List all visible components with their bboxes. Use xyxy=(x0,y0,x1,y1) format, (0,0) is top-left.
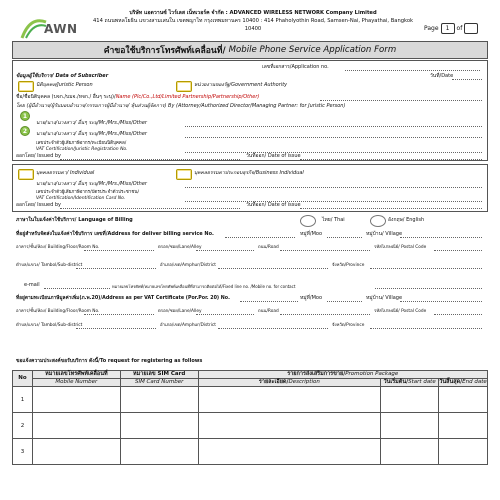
fixed-line-field[interactable] xyxy=(375,288,482,289)
row-number: 1 xyxy=(13,387,33,413)
tambol-label: ตำบล/แขวง/ Tambol/Sub-district xyxy=(16,263,83,268)
province-label: จังหวัด/Province xyxy=(332,263,365,268)
mobile-number-cell[interactable] xyxy=(32,439,120,465)
table-header-row-2 xyxy=(13,379,488,387)
building-label: อาคาร/ชั้น/ห้อง/ Building/Floor/Room No. xyxy=(16,245,100,250)
vat-building-label: อาคาร/ชั้น/ห้อง/ Building/Floor/Room No. xyxy=(16,309,100,314)
company-name: บริษัท แอดวานซ์ ไวร์เลส เน็ทเวอร์ค จำกัด : ADVANCED WIRELESS NETWORK Company Limited xyxy=(129,10,377,16)
person-2-label: นาย/นาง/นางสาว/ อื่นๆ ระบุ/Mr./Mrs./Miss/Other xyxy=(36,131,147,137)
vat-village-field[interactable] xyxy=(400,301,482,302)
end-date-cell[interactable] xyxy=(439,413,488,439)
vat-cert-label-en: VAT Certification/Juristic Registration No. xyxy=(36,147,128,152)
government-checkbox[interactable] xyxy=(176,81,192,92)
sim-number-cell[interactable] xyxy=(120,387,198,413)
soi-label: ตรอก/ซอย/Lane/Alley xyxy=(158,245,202,250)
company-address: 414 ถนนพหลโยธิน แขวงสามเสนใน เขตพญาไท กรุงเทพมหานคร 10400 : 414 Phaholyothin Road, Samsen-Nai, Phayathai, Bangkok 10400 xyxy=(92,18,414,32)
page-label: Page xyxy=(424,25,439,32)
table-row xyxy=(13,387,488,413)
road-field[interactable] xyxy=(280,250,370,251)
vat-postal-field[interactable] xyxy=(434,314,482,315)
table-row xyxy=(13,439,488,465)
mobile-number-cell[interactable] xyxy=(32,413,120,439)
page-indicator xyxy=(424,23,478,34)
vat-amphur-label: อำเภอ/เขต/Amphur/District xyxy=(160,323,216,328)
thai-language-radio[interactable] xyxy=(300,215,316,227)
form-title-english: Mobile Phone Service Application Form xyxy=(228,45,397,55)
form-title-thai: คำขอใช้บริการโทรศัพท์เคลื่อนที่/ xyxy=(103,46,226,56)
table-row xyxy=(13,413,488,439)
vat-address-field[interactable] xyxy=(240,301,298,302)
company-name-field[interactable] xyxy=(320,100,482,101)
village-field[interactable] xyxy=(400,237,482,238)
person-1-label: นาย/นาง/นางสาว/ อื่นๆ ระบุ/Mr./Mrs./Miss/Other xyxy=(36,120,147,126)
vat-tambol-label: ตำบล/แขวง/ Tambol/Sub-district xyxy=(16,323,83,328)
promo-header-th: รายการส่งเสริมการขาย/ xyxy=(287,371,346,377)
business-individual-checkbox[interactable] xyxy=(176,169,192,180)
col-sim-header-th: หมายเลข SIM Card xyxy=(120,371,198,379)
issued-by-field[interactable] xyxy=(60,159,240,160)
row-number: 2 xyxy=(13,413,33,439)
juristic-checkbox[interactable] xyxy=(18,81,34,92)
fixed-line-label: หมายเลขโทรศัพท์/หมายเลขโทรศัพท์เคลื่อนที่ที่สามารถติดต่อได้/Fixed line no. /Mobile no. for contact xyxy=(112,284,296,289)
service-table xyxy=(12,370,488,465)
mobile-number-cell[interactable] xyxy=(32,387,120,413)
person-2-marker: 2 xyxy=(20,126,30,136)
vat-amphur-field[interactable] xyxy=(218,328,328,329)
description-cell[interactable] xyxy=(198,387,381,413)
application-no-field[interactable] xyxy=(345,70,480,71)
soi-field[interactable] xyxy=(196,250,254,251)
end-header-th: วันสิ้นสุด/ xyxy=(439,379,463,385)
subscriber-section-label: ข้อมูลผู้ใช้บริการ/ Data of Subscriber xyxy=(16,73,109,79)
amphur-label: อำเภอ/เขต/Amphur/District xyxy=(160,263,216,268)
postal-label: รหัสไปรษณีย์/ Postal Code xyxy=(374,245,427,250)
issued-by-label: ออกโดย/ Issued by xyxy=(16,153,61,159)
individual-id-label-en: VAT Certification/Identification Card No. xyxy=(36,196,126,201)
col-sim-header-en: SIM Card Number xyxy=(120,379,198,387)
building-field[interactable] xyxy=(84,250,154,251)
end-date-cell[interactable] xyxy=(439,439,488,465)
table-header-row-1 xyxy=(13,371,488,379)
start-header-en: Start date xyxy=(408,379,436,385)
vat-moo-label: หมู่ที่/Moo xyxy=(300,295,323,301)
english-language-radio[interactable] xyxy=(370,215,386,227)
vat-soi-label: ตรอก/ซอย/Lane/Alley xyxy=(158,309,202,314)
end-header-en: End date xyxy=(462,379,487,385)
description-cell[interactable] xyxy=(198,439,381,465)
desc-header-en: Description xyxy=(288,379,320,385)
page-of-label: of xyxy=(456,25,463,32)
government-label: หน่วยงานของรัฐ/Government Authority xyxy=(194,82,288,88)
end-date-cell[interactable] xyxy=(439,387,488,413)
vat-building-field[interactable] xyxy=(84,314,154,315)
road-label: ถนน/Road xyxy=(258,245,279,250)
province-field[interactable] xyxy=(370,268,482,269)
village-label: หมู่บ้าน/ Village xyxy=(366,231,403,237)
col-end-date-header xyxy=(439,379,488,387)
moo-label: หมู่ที่/Moo xyxy=(300,231,323,237)
date-field[interactable] xyxy=(452,79,482,80)
individual-issued-by-field[interactable] xyxy=(60,208,240,209)
company-info xyxy=(88,9,418,33)
col-no-header: No xyxy=(13,371,33,387)
vat-road-field[interactable] xyxy=(280,314,370,315)
moo-field[interactable] xyxy=(327,237,362,238)
individual-id-label-th: เลขประจำตัวผู้เสียภาษีอากร/บัตรประจำตัวประชาชน/ xyxy=(36,190,139,195)
request-label: ขอแจ้งความประสงค์ขอรับบริการ ดังนี้/To request for registering as follows xyxy=(16,358,203,364)
form-title-bar xyxy=(12,41,488,59)
vat-cert-label-th: เลขประจำตัวผู้เสียภาษีอากร/ทะเบียนนิติบุคคล/ xyxy=(36,141,127,146)
individual-label: บุคคลธรรมดา/ Individual xyxy=(36,170,95,176)
start-date-cell[interactable] xyxy=(381,387,439,413)
vat-soi-field[interactable] xyxy=(196,314,254,315)
english-language-label: อังกฤษ/ English xyxy=(388,217,425,223)
vat-province-label: จังหวัด/Province xyxy=(332,323,365,328)
col-mobile-header-th: หมายเลขโทรศัพท์เคลื่อนที่ xyxy=(32,371,120,379)
billing-language-label: ภาษาในใบแจ้งค่าใช้บริการ/ Language of Billing xyxy=(16,217,133,223)
sim-number-cell[interactable] xyxy=(120,439,198,465)
amphur-field[interactable] xyxy=(218,268,328,269)
individual-date-of-issue-label: วันที่ออก/ Date of issue xyxy=(246,202,301,208)
description-cell[interactable] xyxy=(198,413,381,439)
vat-province-field[interactable] xyxy=(370,328,482,329)
start-date-cell[interactable] xyxy=(381,439,439,465)
individual-issued-by-label: ออกโดย/ Issued by xyxy=(16,202,61,208)
person-2-field[interactable] xyxy=(185,137,482,138)
individual-id-field[interactable] xyxy=(185,201,482,202)
person-1-marker: 1 xyxy=(20,111,30,121)
page-total-field[interactable] xyxy=(464,23,478,34)
individual-name-label: นาย/นาง/นางสาว/ อื่นๆ ระบุ/Mr./Mrs./Miss/Other xyxy=(36,181,147,187)
start-header-th: วันเริ่มต้น/ xyxy=(383,379,409,385)
business-individual-label: บุคคลธรรมดาประกอบธุรกิจ/Business Individual xyxy=(194,170,304,176)
juristic-label: นิติบุคคล/Juristic Person xyxy=(36,82,93,88)
application-no-label: เลขที่เอกสาร/Application no. xyxy=(262,64,329,70)
tambol-field[interactable] xyxy=(76,268,156,269)
person-1-field[interactable] xyxy=(185,126,482,127)
col-description-header xyxy=(198,379,381,387)
col-start-date-header xyxy=(381,379,439,387)
individual-date-of-issue-field[interactable] xyxy=(300,208,482,209)
thai-language-label: ไทย/ Thai xyxy=(322,217,345,223)
individual-name-field[interactable] xyxy=(185,187,482,188)
sim-number-cell[interactable] xyxy=(120,413,198,439)
postal-field[interactable] xyxy=(434,250,482,251)
desc-header-th: รายละเอียด/ xyxy=(258,379,289,385)
company-name-label-en: Name (Plc/Co.,Ltd/Limited Partnership/Partnership/Other) xyxy=(115,94,260,100)
vat-moo-field[interactable] xyxy=(327,301,362,302)
date-of-issue-label: วันที่ออก/ Date of issue xyxy=(246,153,301,159)
date-label: วันที่/Date xyxy=(430,73,454,79)
date-of-issue-field[interactable] xyxy=(300,159,482,160)
logo-text: AWN xyxy=(44,22,78,36)
vat-road-label: ถนน/Road xyxy=(258,309,279,314)
col-mobile-header-en: Mobile Number xyxy=(32,379,120,387)
row-number: 3 xyxy=(13,439,33,465)
vat-village-label: หมู่บ้าน/ Village xyxy=(366,295,403,301)
authorized-by-label: โดย (ผู้มีอำนาจ/ผู้รับมอบอำนาจ/กรรมการผู้มีอำนาจ/ หุ้นส่วนผู้จัดการ) By (Attorney/Authorized Director/Managing Partner: for Juristic Person) xyxy=(16,103,346,109)
company-name-label-th: ชื่อ/ชื่อนิติบุคคล (บจก./บมจ./หจก./ อื่นๆ ระบุ)/ xyxy=(16,94,116,100)
company-name-label xyxy=(16,94,259,101)
delivery-address-label: ที่อยู่สำหรับจัดส่งใบแจ้งค่าใช้บริการ เลขที่/Address for deliver billing service No. xyxy=(16,231,214,237)
page-number-field[interactable]: 1 xyxy=(441,23,455,34)
vat-address-label: ที่อยู่ตามทะเบียนภาษีมูลค่าเพิ่ม(ภ.พ.20)/Address as per VAT Certificate (Por.Por. 20) No. xyxy=(16,296,230,301)
vat-cert-field[interactable] xyxy=(185,152,482,153)
vat-tambol-field[interactable] xyxy=(76,328,156,329)
email-label: e-mail xyxy=(24,282,40,288)
col-promo-header xyxy=(198,371,487,379)
vat-postal-label: รหัสไปรษณีย์/ Postal Code xyxy=(374,309,427,314)
start-date-cell[interactable] xyxy=(381,413,439,439)
individual-checkbox[interactable] xyxy=(18,169,34,180)
promo-header-en: Promotion Package xyxy=(345,371,399,377)
email-field[interactable] xyxy=(44,288,110,289)
delivery-address-field[interactable] xyxy=(225,237,295,238)
